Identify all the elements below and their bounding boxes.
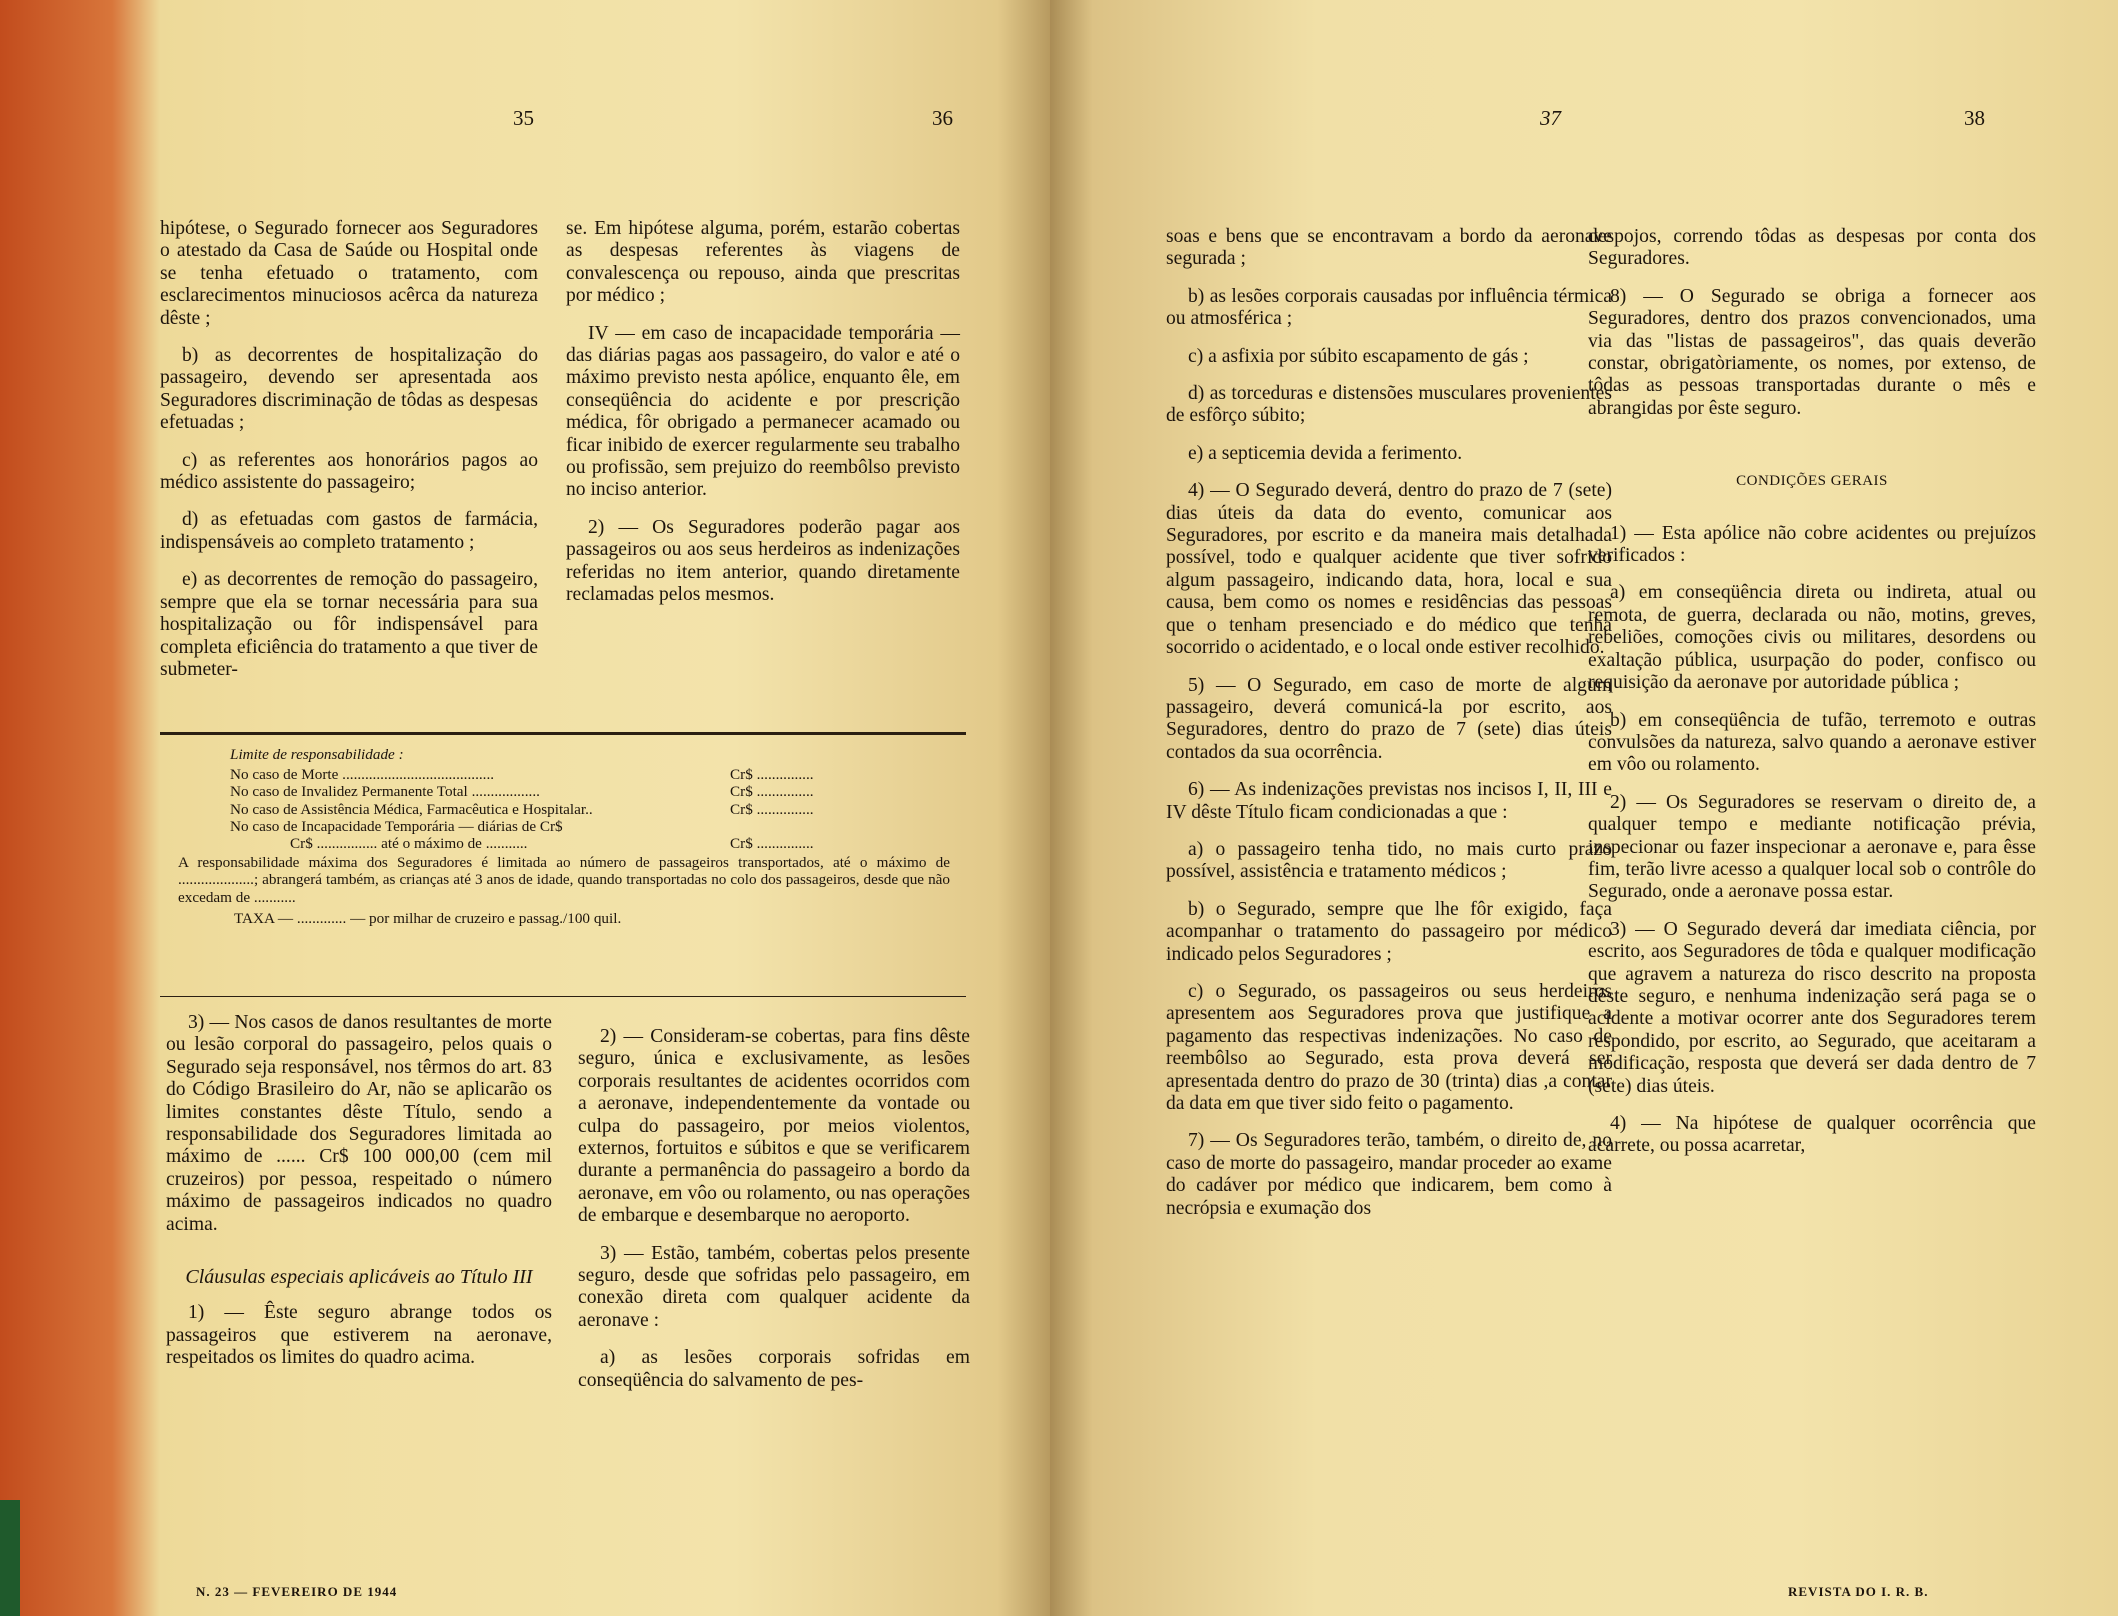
paragraph: IV — em caso de incapacidade temporária — das diárias pagas aos passageiro, do valor e até o máximo previsto nesta apólice, enquanto êle, em conseqüência do acidente e por prescrição médica, fôr obrigado a permanecer acamado ou ficar inibido de exercer regularmente seu trabalho ou profissão, sem prejuizo do reembôlso previsto no inciso anterior. <box>566 322 960 501</box>
right-column-2 <box>1588 226 2036 1173</box>
limits-text: A responsabilidade máxima dos Seguradores é limitada ao número de passageiros transportados, até o máximo de ....................; abrangerá também, as crianças até 3 anos de idade, quando transportadas no colo dos passageiros, desde que não excedam de ........... <box>178 854 950 906</box>
paragraph: c) as referentes aos honorários pagos ao médico assistente do passageiro; <box>160 449 538 494</box>
paragraph: 1) — Êste seguro abrange todos os passageiros que estiverem na aeronave, respeitados os limites do quadro acima. <box>166 1302 552 1369</box>
paragraph: 4) — O Segurado deverá, dentro do prazo de 7 (sete) dias úteis da data do evento, comunicar aos Seguradores, por escrito e da maneira mais detalhada possível, todo e qualquer acidente que tiver sofrido algum passageiro, indicando data, hora, local e sua causa, bem como os nomes e residências das pessoas que o tenham presenciado e do médico que tenha socorrido o acidentado, e o local onde estiver recolhido. <box>1166 480 1612 659</box>
limits-row <box>230 783 950 800</box>
paragraph: se. Em hipótese alguma, porém, estarão cobertas as despesas referentes às viagens de convalescença ou repouso, ainda que prescritas por médico ; <box>566 218 960 307</box>
left-top-column-1 <box>160 218 538 696</box>
paragraph: a) o passageiro tenha tido, no mais curto prazo possível, assistência e tratamento médicos ; <box>1166 838 1612 883</box>
section-heading: CONDIÇÕES GERAIS <box>1736 473 1888 490</box>
limits-row-value: Cr$ ............... <box>730 800 814 818</box>
paragraph: 7) — Os Seguradores terão, também, o direito de, no caso de morte do passageiro, mandar proceder ao exame do cadáver por médico que indicarem, bem como à necrópsia e exumação dos <box>1166 1130 1612 1219</box>
footer-issue: N. 23 — FEVEREIRO DE 1944 <box>196 1584 398 1599</box>
page-number-36: 36 <box>932 106 953 130</box>
paragraph: c) a asfixia por súbito escapamento de gás ; <box>1188 345 1529 367</box>
left-page <box>0 0 1050 1616</box>
limits-row-label: Cr$ ................ até o máximo de ........... <box>290 835 528 853</box>
paragraph: 1) — Esta apólice não cobre acidentes ou prejuízos verificados : <box>1588 522 2036 567</box>
paragraph: b) as decorrentes de hospitalização do passageiro, devendo ser apresentada aos Seguradores discriminação de tôdas as despesas efetuadas ; <box>160 345 538 434</box>
paragraph: 5) — O Segurado, em caso de morte de algum passageiro, deverá comunicá-la por escrito, aos Seguradores, dentro do prazo de 7 (sete) dias úteis contados da sua ocorrência. <box>1166 674 1612 763</box>
paragraph: a) as lesões corporais sofridas em conseqüência do salvamento de pes- <box>578 1347 970 1391</box>
limits-row <box>230 801 950 818</box>
left-bottom-column-2 <box>578 1026 970 1407</box>
limits-table <box>178 746 950 927</box>
paragraph: e) a septicemia devida a ferimento. <box>1188 442 1463 464</box>
paragraph: 4) — Na hipótese de qualquer ocorrência que acarrete, ou possa acarretar, <box>1588 1113 2036 1157</box>
paragraph: soas e bens que se encontravam a bordo da aeronave segurada ; <box>1166 226 1612 270</box>
paragraph: d) as efetuadas com gastos de farmácia, indispensáveis ao completo tratamento ; <box>160 509 538 553</box>
right-column-1 <box>1166 226 1612 1235</box>
divider-bottom <box>160 996 966 997</box>
page-number-38: 38 <box>1964 106 1985 130</box>
limits-row <box>230 835 950 852</box>
limits-taxa: TAXA — ............. — por milhar de cruzeiro e passag./100 quil. <box>234 909 622 927</box>
footer-journal: REVISTA DO I. R. B. <box>1788 1584 1929 1599</box>
limits-row-value: Cr$ ............... <box>730 783 814 801</box>
limits-row-label: No caso de Morte ........................................ <box>230 766 495 784</box>
paragraph: 3) — Nos casos de danos resultantes de morte ou lesão corporal do passageiro, pelos quais o Segurado seja responsável, nos têrmos do art. 83 do Código Brasileiro do Ar, não se aplicarão os limites constantes dêste Título, sendo a responsabilidade dos Seguradores limitada ao máximo de ...... Cr$ 100 000,00 (cem mil cruzeiros) por pessoa, respeitado o número máximo de passageiros indicados no quadro acima. <box>166 1012 552 1235</box>
paragraph: a) em conseqüência direta ou indireta, atual ou remota, de guerra, declarada ou não, motins, greves, rebeliões, comoções civis ou militares, desordens ou exaltação pública, usurpação do poder, confisco ou requisição da aeronave por autoridade pública ; <box>1588 582 2036 694</box>
paragraph: c) o Segurado, os passageiros ou seus herdeiros apresentem aos Seguradores prova que justifique a pagamento das respectivas indenizações. No caso de reembôlso ao Segurado, esta prova deverá ser apresentada dentro do prazo de 30 (trinta) dias ,a contar da data em que tiver sido feito o pagamento. <box>1166 980 1612 1114</box>
limits-row-value: Cr$ ............... <box>730 766 814 784</box>
paragraph: 3) — Estão, também, cobertas pelos presente seguro, desde que sofridas pelo passageiro, em conexão direta com qualquer acidente da aeronave : <box>578 1242 970 1331</box>
paragraph: b) em conseqüência de tufão, terremoto e outras convulsões da natureza, salvo quando a aeronave estiver em vôo ou rolamento. <box>1588 709 2036 776</box>
limits-row-value <box>730 818 950 835</box>
limits-row-label: No caso de Invalidez Permanente Total .................. <box>230 783 540 801</box>
limits-row <box>230 818 950 835</box>
limits-row-label: No caso de Incapacidade Temporária — diárias de Cr$ <box>230 817 563 835</box>
section-heading: Cláusulas especiais aplicáveis ao Título III <box>185 1266 533 1289</box>
paragraph: hipótese, o Segurado fornecer aos Seguradores o atestado da Casa de Saúde ou Hospital onde se tenha efetuado o tratamento, com esclarecimentos minuciosos acêrca da natureza dêste ; <box>160 218 538 329</box>
left-bottom-column-1 <box>166 1012 552 1385</box>
paragraph: 2) — Consideram-se cobertas, para fins dêste seguro, única e exclusivamente, as lesões corporais resultantes de acidentes ocorridos com a aeronave, independentemente da vontade ou culpa do passageiro, por meios violentos, externos, fortuitos e súbitos e que se verificarem durante a permanência do passageiro a bordo da aeronave, em vôo ou rolamento, ou nas operações de embarque e desembarque no aeroporto. <box>578 1026 970 1227</box>
right-page <box>1050 0 2118 1616</box>
paragraph: e) as decorrentes de remoção do passageiro, sempre que ela se tornar necessária para sua hospitalização ou fôr indispensável para completa eficiência do tratamento a que tiver de submeter- <box>160 569 538 680</box>
cover-edge <box>0 1500 20 1616</box>
paragraph: 2) — Os Seguradores poderão pagar aos passageiros ou aos seus herdeiros as indenizações referidas no item anterior, quando diretamente reclamadas pelos mesmos. <box>566 516 960 606</box>
limits-title: Limite de responsabilidade : <box>230 746 404 763</box>
page-number-35: 35 <box>513 106 534 130</box>
page-number-37: 37 <box>1540 106 1561 130</box>
paragraph: 2) — Os Seguradores se reservam o direito de, a qualquer tempo e mediante notificação prévia, inspecionar ou fazer inspecionar a aeronave e, para êsse fim, terão livre acesso a qualquer local sob o contrôle do Segurado, onde a aeronave possa estar. <box>1588 791 2036 903</box>
limits-row-label: No caso de Assistência Médica, Farmacêutica e Hospitalar.. <box>230 800 593 818</box>
paragraph: 6) — As indenizações previstas nos incisos I, II, III e IV dêste Título ficam condicionadas a que : <box>1166 779 1612 823</box>
divider-top <box>160 732 966 735</box>
paragraph: despojos, correndo tôdas as despesas por conta dos Seguradores. <box>1588 226 2036 270</box>
paragraph: d) as torceduras e distensões musculares provenientes de esfôrço súbito; <box>1166 383 1612 427</box>
limits-row-value: Cr$ ............... <box>730 835 814 853</box>
limits-row <box>230 766 950 783</box>
left-top-column-2 <box>566 218 960 622</box>
page-edge-stain <box>0 0 160 1616</box>
paragraph: 3) — O Segurado deverá dar imediata ciência, por escrito, aos Seguradores de tôda e qualquer modificação que agravem a natureza do risco descrito na proposta dêste seguro, e nenhuma indenização será paga se o acidente a motivar ocorrer ante dos Seguradores terem respondido, por escrito, ao Segurado, que aceitaram a modificação, resposta que deverá ser dada dentro de 7 (sete) dias úteis. <box>1588 918 2036 1097</box>
paragraph: b) as lesões corporais causadas por influência térmica ou atmosférica ; <box>1166 285 1612 330</box>
paragraph: b) o Segurado, sempre que lhe fôr exigido, faça acompanhar o tratamento do passageiro por médico indicado pelos Seguradores ; <box>1166 898 1612 965</box>
paragraph: 8) — O Segurado se obriga a fornecer aos Seguradores, dentro dos prazos convencionados, uma via das "listas de passageiros", das quais deverão constar, obrigatòriamente, os nomes, por extenso, de tôdas as pessoas transportadas durante o mês e abrangidas por êste seguro. <box>1588 285 2036 419</box>
